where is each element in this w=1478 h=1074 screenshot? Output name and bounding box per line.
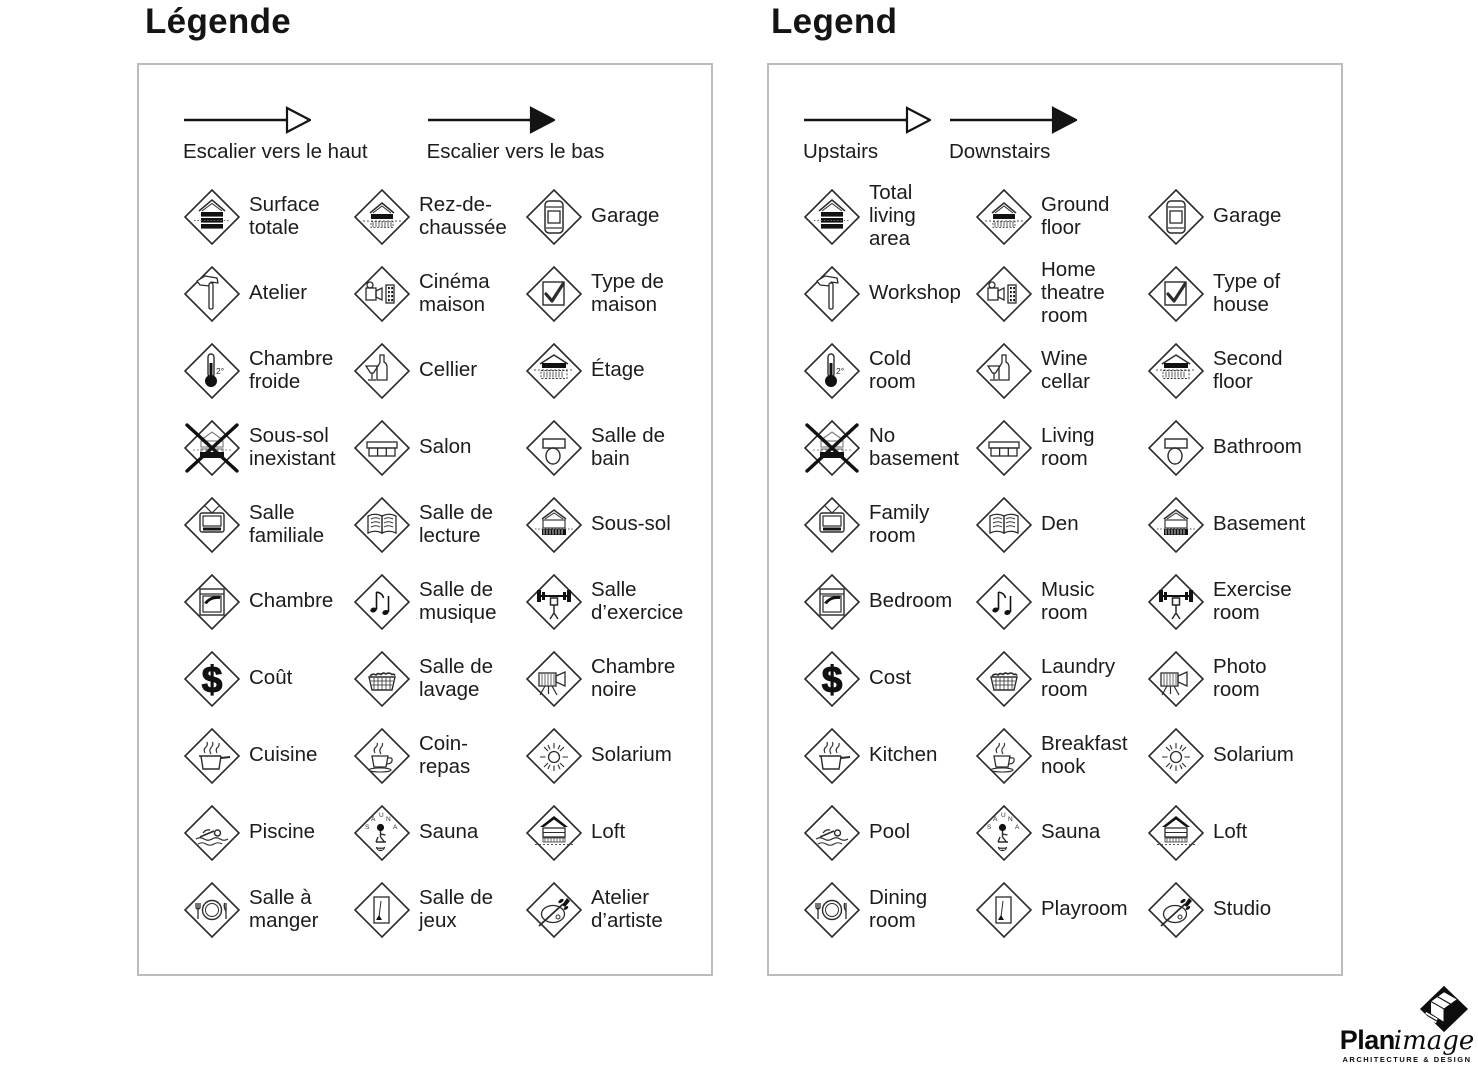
legend-item-label: Cold room bbox=[869, 346, 916, 393]
legend-item-label: Bathroom bbox=[1213, 435, 1302, 459]
legend-item-label: Loft bbox=[1213, 820, 1248, 844]
legend-item-label: Cellier bbox=[419, 358, 478, 382]
legend-item-label: Sous-sol bbox=[591, 512, 671, 536]
legend-item-label: Surface totale bbox=[249, 192, 320, 239]
dining-room-icon bbox=[183, 881, 241, 939]
legend-item-no-basement bbox=[803, 409, 975, 486]
brand-image: image bbox=[1393, 1026, 1475, 1056]
legend-item-cold-room bbox=[183, 332, 353, 409]
bedroom-icon bbox=[183, 573, 241, 631]
legend-item-studio bbox=[525, 871, 711, 948]
legend-item-workshop bbox=[183, 255, 353, 332]
legend-item-playroom bbox=[353, 871, 525, 948]
svg-text:S: S bbox=[987, 823, 992, 831]
brand-plan: Plan bbox=[1339, 1025, 1395, 1055]
legend-item-bedroom bbox=[803, 563, 975, 640]
legend-item-label: Dining room bbox=[869, 885, 928, 932]
legend-item-label: Total living area bbox=[869, 181, 916, 250]
legend-item-label: Salle à manger bbox=[249, 885, 319, 932]
legend-item-laundry-room bbox=[353, 640, 525, 717]
studio-icon bbox=[525, 881, 583, 939]
legend-item-cost bbox=[803, 640, 975, 717]
kitchen-icon bbox=[183, 727, 241, 785]
legend-item-label: Pool bbox=[869, 820, 911, 844]
breakfast-nook-icon bbox=[353, 727, 411, 785]
legend-item-total-living-area bbox=[803, 178, 975, 255]
legend-item-dining-room bbox=[803, 871, 975, 948]
legend-item-label: Home theatre room bbox=[1041, 258, 1105, 327]
legend-item-total-living-area bbox=[183, 178, 353, 255]
stairs-up-label: Upstairs bbox=[803, 140, 879, 163]
ground-floor-icon bbox=[975, 188, 1033, 246]
legend-title-fr: Légende bbox=[145, 2, 292, 41]
legend-item-label: Ground floor bbox=[1041, 192, 1110, 239]
sauna-icon bbox=[975, 804, 1033, 862]
legend-item-label: Chambre froide bbox=[249, 346, 334, 393]
music-room-icon bbox=[353, 573, 411, 631]
svg-text:U: U bbox=[379, 811, 384, 819]
legend-item-cold-room bbox=[803, 332, 975, 409]
legend-items-grid-en bbox=[769, 178, 1341, 948]
family-room-icon bbox=[183, 496, 241, 554]
type-of-house-icon bbox=[1147, 265, 1205, 323]
no-basement-icon bbox=[803, 419, 861, 477]
legend-item-label: Étage bbox=[591, 358, 645, 382]
music-room-icon bbox=[975, 573, 1033, 631]
legend-item-label: Den bbox=[1041, 512, 1079, 536]
playroom-icon bbox=[975, 881, 1033, 939]
legend-item-label: Atelier bbox=[249, 281, 308, 305]
stairs-legend bbox=[769, 65, 1341, 164]
stairs-up-arrow-icon bbox=[183, 105, 311, 135]
legend-item-dining-room bbox=[183, 871, 353, 948]
legend-item-breakfast-nook bbox=[975, 717, 1147, 794]
loft-icon bbox=[1147, 804, 1205, 862]
svg-text:2°: 2° bbox=[836, 365, 845, 376]
legend-item-label: Exercise room bbox=[1213, 577, 1292, 624]
legend-item-pool bbox=[803, 794, 975, 871]
legend-item-label: Loft bbox=[591, 820, 626, 844]
loft-icon bbox=[525, 804, 583, 862]
kitchen-icon bbox=[803, 727, 861, 785]
legend-item-label: Sauna bbox=[1041, 820, 1101, 844]
legend-item-label: Playroom bbox=[1041, 897, 1128, 921]
legend-item-den bbox=[353, 486, 525, 563]
legend-item-label: Type of house bbox=[1213, 269, 1281, 316]
legend-item-breakfast-nook bbox=[353, 717, 525, 794]
legend-item-photo-room bbox=[525, 640, 711, 717]
svg-text:A: A bbox=[993, 815, 998, 823]
sauna-icon bbox=[353, 804, 411, 862]
legend-item-label: Workshop bbox=[869, 281, 961, 305]
svg-text:S: S bbox=[365, 823, 370, 831]
home-theatre-icon bbox=[975, 265, 1033, 323]
cost-icon bbox=[803, 650, 861, 708]
legend-item-label: Laundry room bbox=[1041, 654, 1116, 701]
type-of-house-icon bbox=[525, 265, 583, 323]
legend-item-pool bbox=[183, 794, 353, 871]
legend-items-grid-fr bbox=[139, 178, 711, 948]
legend-item-wine-cellar bbox=[975, 332, 1147, 409]
planimage-logo bbox=[1336, 984, 1478, 1064]
wine-cellar-icon bbox=[975, 342, 1033, 400]
legend-panel-fr bbox=[137, 63, 713, 976]
legend-item-label: Kitchen bbox=[869, 743, 938, 767]
exercise-room-icon bbox=[1147, 573, 1205, 631]
svg-text:U: U bbox=[1001, 811, 1006, 819]
legend-item-type-of-house bbox=[1147, 255, 1341, 332]
legend-item-label: Garage bbox=[591, 204, 660, 228]
living-room-icon bbox=[975, 419, 1033, 477]
legend-item-home-theatre bbox=[975, 255, 1147, 332]
solarium-icon bbox=[525, 727, 583, 785]
pool-icon bbox=[803, 804, 861, 862]
legend-item-basement bbox=[525, 486, 711, 563]
legend-item-label: Basement bbox=[1213, 512, 1306, 536]
workshop-icon bbox=[183, 265, 241, 323]
legend-item-label: Salon bbox=[419, 435, 472, 459]
legend-item-music-room bbox=[353, 563, 525, 640]
garage-icon bbox=[525, 188, 583, 246]
solarium-icon bbox=[1147, 727, 1205, 785]
legend-item-family-room bbox=[183, 486, 353, 563]
legend-item-label: Photo room bbox=[1213, 654, 1267, 701]
cold-room-icon bbox=[803, 342, 861, 400]
legend-item-label: Chambre noire bbox=[591, 654, 676, 701]
planimage-wordmark bbox=[1336, 1027, 1478, 1054]
legend-item-label: Salle de bain bbox=[591, 423, 666, 470]
legend-item-kitchen bbox=[183, 717, 353, 794]
second-floor-icon bbox=[525, 342, 583, 400]
den-icon bbox=[353, 496, 411, 554]
legend-item-label: Solarium bbox=[591, 743, 672, 767]
stairs-down-label: Escalier vers le bas bbox=[426, 140, 605, 163]
legend-item-laundry-room bbox=[975, 640, 1147, 717]
legend-item-label: Coût bbox=[249, 666, 293, 690]
legend-item-label: Sous-sol inexistant bbox=[249, 423, 336, 470]
stairs-up-arrow-icon bbox=[803, 105, 931, 135]
laundry-room-icon bbox=[975, 650, 1033, 708]
legend-item-second-floor bbox=[1147, 332, 1341, 409]
second-floor-icon bbox=[1147, 342, 1205, 400]
legend-item-kitchen bbox=[803, 717, 975, 794]
playroom-icon bbox=[353, 881, 411, 939]
legend-item-label: Type de maison bbox=[591, 269, 664, 316]
legend-item-label: No basement bbox=[869, 423, 960, 470]
photo-room-icon bbox=[525, 650, 583, 708]
legend-item-label: Piscine bbox=[249, 820, 316, 844]
legend-item-garage bbox=[525, 178, 711, 255]
workshop-icon bbox=[803, 265, 861, 323]
svg-text:$: $ bbox=[201, 658, 223, 700]
no-basement-icon bbox=[183, 419, 241, 477]
legend-item-bathroom bbox=[1147, 409, 1341, 486]
legend-item-studio bbox=[1147, 871, 1341, 948]
legend-item-photo-room bbox=[1147, 640, 1341, 717]
bathroom-icon bbox=[525, 419, 583, 477]
legend-item-home-theatre bbox=[353, 255, 525, 332]
svg-text:A: A bbox=[393, 823, 398, 831]
family-room-icon bbox=[803, 496, 861, 554]
ground-floor-icon bbox=[353, 188, 411, 246]
total-living-area-icon bbox=[803, 188, 861, 246]
legend-title-en: Legend bbox=[771, 2, 898, 41]
legend-panel-en bbox=[767, 63, 1343, 976]
living-room-icon bbox=[353, 419, 411, 477]
legend-item-exercise-room bbox=[525, 563, 711, 640]
legend-item-exercise-room bbox=[1147, 563, 1341, 640]
legend-item-workshop bbox=[803, 255, 975, 332]
svg-text:A: A bbox=[1015, 823, 1020, 831]
legend-item-label: Salle familiale bbox=[249, 500, 325, 547]
stairs-legend bbox=[139, 65, 711, 164]
stairs-down-arrow-icon bbox=[427, 105, 555, 135]
legend-item-label: Breakfast nook bbox=[1041, 731, 1128, 778]
total-living-area-icon bbox=[183, 188, 241, 246]
svg-text:N: N bbox=[386, 815, 391, 823]
legend-item-label: Garage bbox=[1213, 204, 1282, 228]
legend-item-loft bbox=[1147, 794, 1341, 871]
legend-item-label: Salle de lavage bbox=[419, 654, 494, 701]
home-theatre-icon bbox=[353, 265, 411, 323]
legend-item-loft bbox=[525, 794, 711, 871]
stairs-up-label: Escalier vers le haut bbox=[183, 140, 368, 163]
legend-item-bathroom bbox=[525, 409, 711, 486]
legend-item-label: Bedroom bbox=[869, 589, 953, 613]
legend-item-label: Chambre bbox=[249, 589, 334, 613]
legend-item-label: Music room bbox=[1041, 577, 1095, 624]
legend-item-solarium bbox=[525, 717, 711, 794]
svg-text:A: A bbox=[371, 815, 376, 823]
garage-icon bbox=[1147, 188, 1205, 246]
stairs-up-entry bbox=[803, 105, 931, 164]
legend-item-label: Rez-de-chaussée bbox=[419, 192, 507, 239]
legend-item-label: Cuisine bbox=[249, 743, 318, 767]
legend-item-label: Salle de lecture bbox=[419, 500, 494, 547]
legend-item-solarium bbox=[1147, 717, 1341, 794]
legend-item-label: Living room bbox=[1041, 423, 1095, 470]
bathroom-icon bbox=[1147, 419, 1205, 477]
stairs-down-entry bbox=[949, 105, 1077, 164]
den-icon bbox=[975, 496, 1033, 554]
legend-item-label: Cost bbox=[869, 666, 912, 690]
legend-item-label: Salle d’exercice bbox=[591, 577, 684, 624]
logo-tagline: ARCHITECTURE & DESIGN bbox=[1342, 1055, 1472, 1064]
svg-text:N: N bbox=[1008, 815, 1013, 823]
breakfast-nook-icon bbox=[975, 727, 1033, 785]
legend-item-music-room bbox=[975, 563, 1147, 640]
svg-text:2°: 2° bbox=[216, 365, 225, 376]
legend-item-no-basement bbox=[183, 409, 353, 486]
legend-item-wine-cellar bbox=[353, 332, 525, 409]
legend-item-basement bbox=[1147, 486, 1341, 563]
studio-icon bbox=[1147, 881, 1205, 939]
cold-room-icon bbox=[183, 342, 241, 400]
legend-item-label: Salle de musique bbox=[419, 577, 497, 624]
legend-item-bedroom bbox=[183, 563, 353, 640]
svg-text:$: $ bbox=[821, 658, 843, 700]
basement-icon bbox=[525, 496, 583, 554]
legend-item-label: Cinéma maison bbox=[419, 269, 490, 316]
legend-item-sauna bbox=[975, 794, 1147, 871]
pool-icon bbox=[183, 804, 241, 862]
legend-item-label: Second floor bbox=[1213, 346, 1283, 393]
cost-icon bbox=[183, 650, 241, 708]
legend-item-type-of-house bbox=[525, 255, 711, 332]
legend-item-family-room bbox=[803, 486, 975, 563]
stairs-down-arrow-icon bbox=[949, 105, 1077, 135]
stairs-down-label: Downstairs bbox=[949, 140, 1051, 163]
legend-item-garage bbox=[1147, 178, 1341, 255]
exercise-room-icon bbox=[525, 573, 583, 631]
basement-icon bbox=[1147, 496, 1205, 554]
legend-item-label: Family room bbox=[869, 500, 930, 547]
legend-item-label: Sauna bbox=[419, 820, 479, 844]
legend-item-playroom bbox=[975, 871, 1147, 948]
bedroom-icon bbox=[803, 573, 861, 631]
wine-cellar-icon bbox=[353, 342, 411, 400]
legend-item-ground-floor bbox=[975, 178, 1147, 255]
legend-item-label: Studio bbox=[1213, 897, 1272, 921]
legend-item-label: Atelier d’artiste bbox=[591, 885, 663, 932]
legend-item-ground-floor bbox=[353, 178, 525, 255]
legend-item-den bbox=[975, 486, 1147, 563]
legend-item-label: Coin-repas bbox=[419, 731, 471, 778]
photo-room-icon bbox=[1147, 650, 1205, 708]
legend-item-label: Salle de jeux bbox=[419, 885, 494, 932]
legend-item-second-floor bbox=[525, 332, 711, 409]
stairs-down-entry bbox=[427, 105, 605, 164]
dining-room-icon bbox=[803, 881, 861, 939]
legend-item-sauna bbox=[353, 794, 525, 871]
legend-item-living-room bbox=[975, 409, 1147, 486]
stairs-up-entry bbox=[183, 105, 368, 164]
legend-item-label: Wine cellar bbox=[1041, 346, 1090, 393]
legend-item-cost bbox=[183, 640, 353, 717]
legend-item-living-room bbox=[353, 409, 525, 486]
laundry-room-icon bbox=[353, 650, 411, 708]
legend-item-label: Solarium bbox=[1213, 743, 1294, 767]
